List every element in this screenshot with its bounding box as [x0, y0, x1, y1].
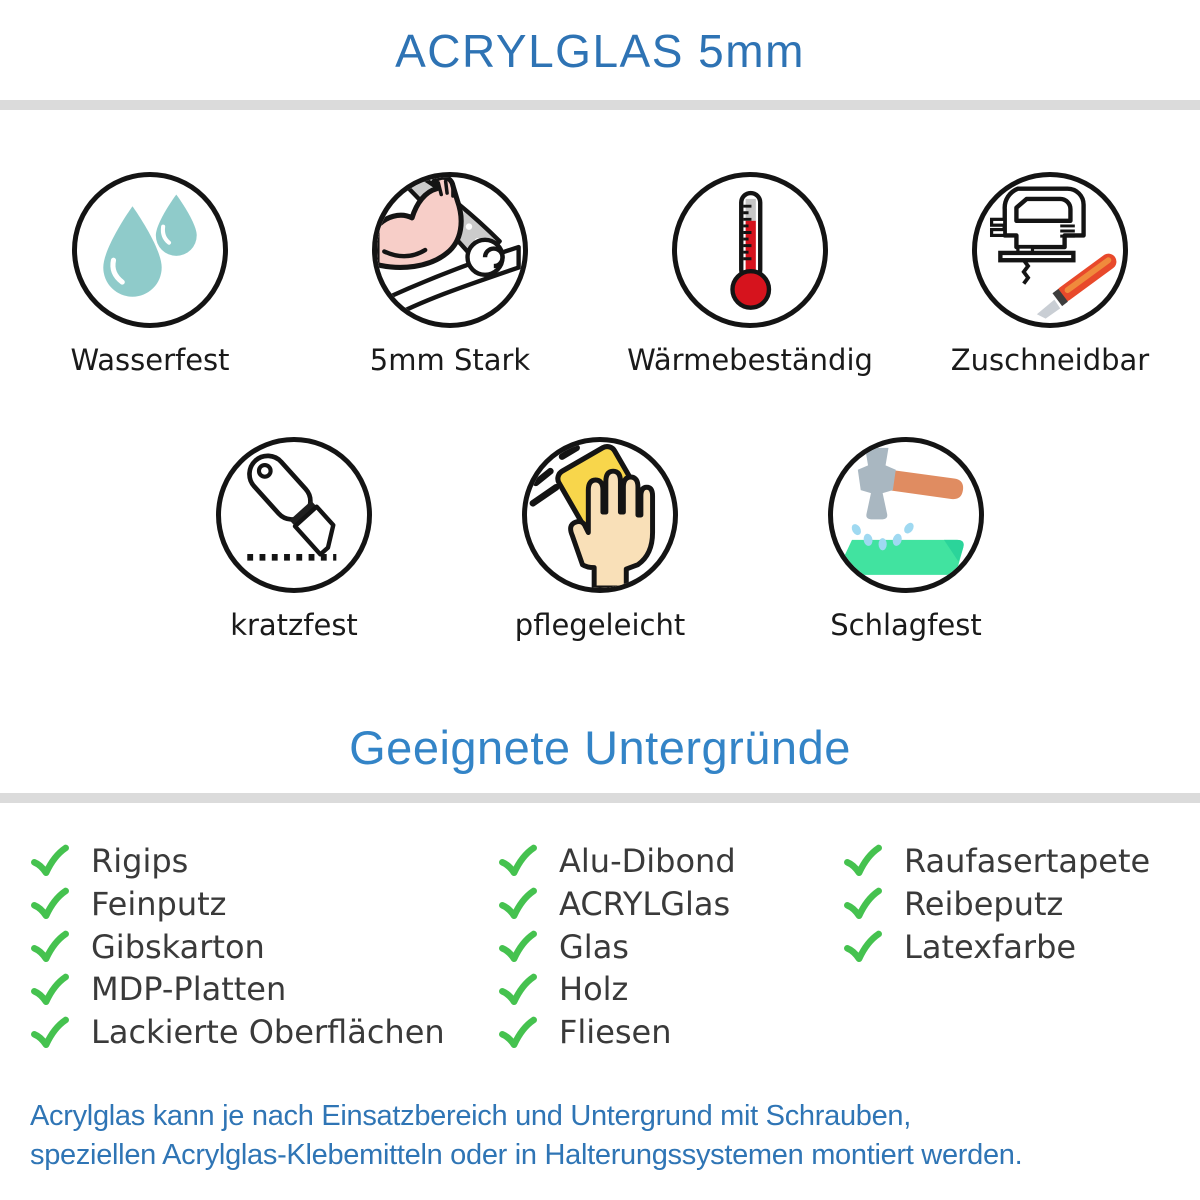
- surface-label: Lackierte Oberflächen: [91, 1013, 445, 1052]
- surface-label: Raufasertapete: [904, 842, 1151, 880]
- surface-label: Holz: [559, 970, 629, 1009]
- muscle-arm-roll-icon: [372, 172, 528, 328]
- page-title: ACRYLGLAS 5mm: [395, 25, 805, 77]
- surfaces-heading: Geeignete Untergründe: [349, 721, 851, 774]
- mounting-note: [0, 1097, 1200, 1174]
- surfaces-column-2: [498, 843, 843, 1057]
- feature-zuschneidbar: [900, 172, 1200, 377]
- feature-pflegeleicht: [447, 437, 753, 642]
- surface-label: Gibskarton: [91, 927, 265, 966]
- check-icon: [498, 887, 538, 921]
- feature-wasserfest: [0, 172, 300, 377]
- water-drops-icon: [72, 172, 228, 328]
- mounting-note-line2: speziellen Acrylglas-Klebemitteln oder in Halterungssystemen montiert werden.: [30, 1138, 1023, 1171]
- list-item: [843, 929, 1200, 966]
- feature-waermebestaendig: [600, 172, 900, 377]
- list-item: [843, 886, 1200, 923]
- list-item: [30, 971, 498, 1008]
- check-icon: [843, 844, 883, 878]
- feature-kratzfest: [141, 437, 447, 642]
- hammer-impact-icon: [828, 437, 984, 593]
- surface-label: Rigips: [91, 842, 189, 880]
- feature-label: Schlagfest: [830, 608, 982, 642]
- list-item: [498, 971, 843, 1008]
- list-item: [30, 1014, 498, 1051]
- list-item: [30, 886, 498, 923]
- feature-label: Zuschneidbar: [950, 343, 1150, 377]
- divider: [0, 100, 1200, 110]
- list-item: [30, 843, 498, 880]
- mounting-note-line1: Acrylglas kann je nach Einsatzbereich und Untergrund mit Schrauben,: [30, 1099, 912, 1132]
- list-item: [498, 886, 843, 923]
- check-icon: [498, 844, 538, 878]
- surface-label: Latexfarbe: [904, 927, 1077, 966]
- feature-label: kratzfest: [230, 608, 358, 642]
- check-icon: [30, 930, 70, 964]
- surface-label: Alu-Dibond: [559, 842, 736, 880]
- feature-5mm-stark: [300, 172, 600, 377]
- list-item: [30, 929, 498, 966]
- feature-label: 5mm Stark: [369, 343, 531, 377]
- surface-label: Glas: [559, 927, 629, 966]
- feature-label: Wärmebeständig: [627, 343, 873, 377]
- feature-label: pflegeleicht: [514, 608, 686, 642]
- cutter-knife-icon: [216, 437, 372, 593]
- jigsaw-knife-icon: [972, 172, 1128, 328]
- surface-label: MDP-Platten: [91, 970, 287, 1009]
- list-item: [498, 1014, 843, 1051]
- surfaces-checklist: [0, 843, 1200, 1057]
- surface-label: Feinputz: [91, 884, 227, 923]
- surfaces-column-3: [843, 843, 1200, 1057]
- check-icon: [498, 973, 538, 1007]
- list-item: [498, 929, 843, 966]
- check-icon: [30, 1016, 70, 1050]
- surface-label: Reibeputz: [904, 884, 1064, 923]
- surface-label: Fliesen: [559, 1013, 672, 1052]
- surfaces-column-1: [30, 843, 498, 1057]
- check-icon: [498, 930, 538, 964]
- surface-label: ACRYLGlas: [559, 884, 731, 923]
- check-icon: [843, 930, 883, 964]
- feature-label: Wasserfest: [70, 343, 230, 377]
- thermometer-icon: [672, 172, 828, 328]
- divider: [0, 793, 1200, 803]
- feature-schlagfest: [753, 437, 1059, 642]
- check-icon: [30, 887, 70, 921]
- check-icon: [843, 887, 883, 921]
- list-item: [498, 843, 843, 880]
- feature-row-2: [0, 437, 1200, 642]
- check-icon: [30, 844, 70, 878]
- cleaning-hand-icon: [522, 437, 678, 593]
- feature-row-1: [0, 172, 1200, 377]
- check-icon: [498, 1016, 538, 1050]
- check-icon: [30, 973, 70, 1007]
- list-item: [843, 843, 1200, 880]
